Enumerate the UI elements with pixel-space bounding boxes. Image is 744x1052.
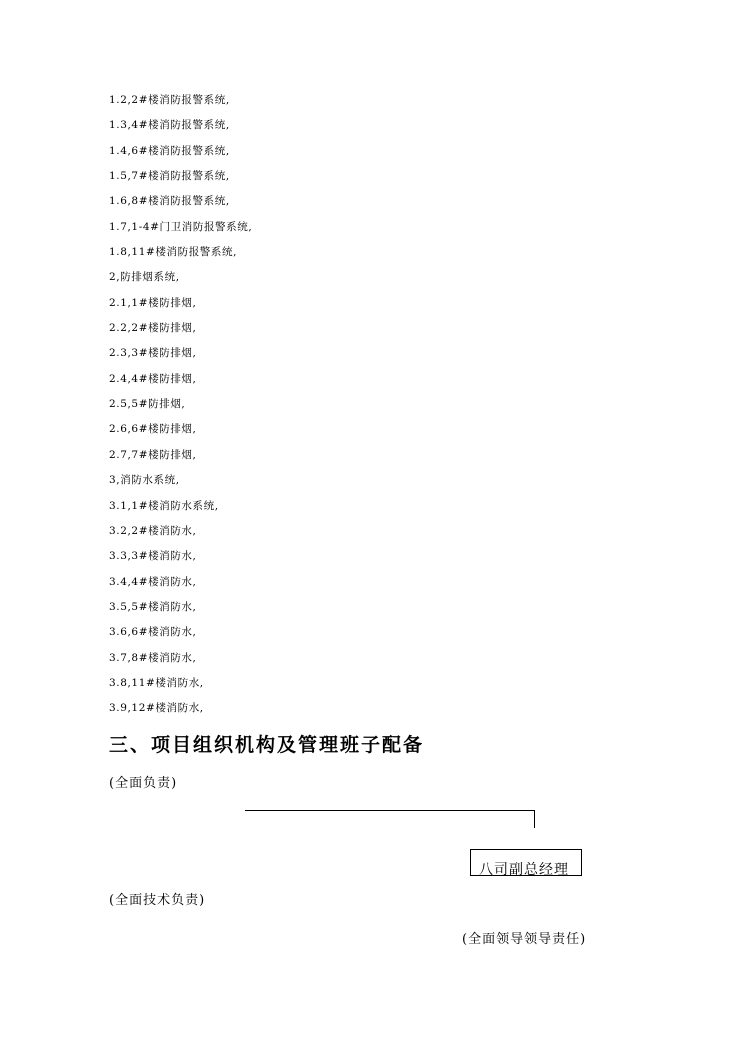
list-item: 1.4,6#楼消防报警系统, bbox=[109, 144, 230, 157]
list-item: 1.7,1-4#门卫消防报警系统, bbox=[109, 220, 253, 233]
list-item: 3.6,6#楼消防水, bbox=[109, 626, 197, 639]
org-chart-box-label: 八司副总经理 bbox=[479, 862, 569, 876]
list-item: 2.6,6#楼防排烟, bbox=[109, 423, 197, 436]
list-item: 3.2,2#楼消防水, bbox=[109, 524, 197, 537]
list-item: 3.5,5#楼消防水, bbox=[109, 600, 197, 613]
item-list bbox=[109, 92, 252, 726]
list-item: 2.7,7#楼防排烟, bbox=[109, 448, 197, 461]
list-item: 2.3,3#楼防排烟, bbox=[109, 347, 197, 360]
list-item: 3.7,8#楼消防水, bbox=[109, 651, 197, 664]
list-item: 3.1,1#楼消防水系统, bbox=[109, 499, 219, 512]
list-item: 3.3,3#楼消防水, bbox=[109, 550, 197, 563]
list-item: 1.6,8#楼消防报警系统, bbox=[109, 195, 230, 208]
org-chart-connector-horizontal bbox=[245, 810, 535, 811]
list-item: 1.2,2#楼消防报警系统, bbox=[109, 94, 230, 106]
org-chart-box bbox=[470, 849, 582, 876]
list-item: 2.5,5#防排烟, bbox=[109, 398, 186, 411]
list-item: 2.4,4#楼防排烟, bbox=[109, 372, 197, 385]
list-item: 3.4,4#楼消防水, bbox=[109, 575, 197, 588]
list-item: 2,防排烟系统, bbox=[109, 271, 180, 284]
list-item: 3.8,11#楼消防水, bbox=[109, 676, 204, 689]
note-overall-responsibility: (全面负责) bbox=[109, 776, 178, 791]
note-technical-responsibility: (全面技术负责) bbox=[109, 893, 206, 908]
org-chart-connector-vertical bbox=[534, 810, 535, 828]
list-item: 3.9,12#楼消防水, bbox=[109, 702, 204, 715]
list-item: 3,消防水系统, bbox=[109, 474, 180, 487]
list-item: 1.8,11#楼消防报警系统, bbox=[109, 246, 238, 259]
note-leadership-responsibility: (全面领导领导责任) bbox=[462, 932, 587, 947]
list-item: 2.2,2#楼防排烟, bbox=[109, 322, 197, 335]
list-item: 1.5,7#楼消防报警系统, bbox=[109, 170, 230, 183]
list-item: 2.1,1#楼防排烟, bbox=[109, 296, 197, 309]
list-item: 1.3,4#楼消防报警系统, bbox=[109, 119, 230, 132]
section-title: 三、项目组织机构及管理班子配备 bbox=[109, 734, 425, 756]
